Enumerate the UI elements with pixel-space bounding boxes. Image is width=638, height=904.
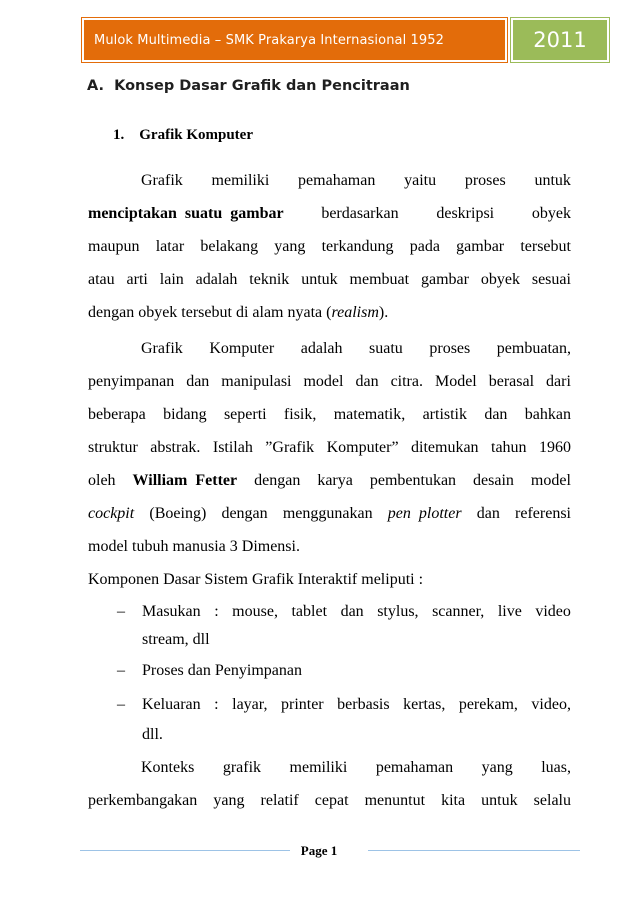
- header-year: 2011: [533, 28, 587, 52]
- page-header: [82, 18, 609, 62]
- word: membuat: [349, 271, 410, 288]
- bullet-dash: –: [117, 696, 125, 713]
- word: (Boeing): [149, 505, 207, 522]
- word: obyek: [531, 205, 571, 222]
- word: bidang: [163, 406, 207, 423]
- word: luas,: [541, 759, 571, 776]
- item1-line-1: [142, 603, 571, 625]
- word: proses: [464, 172, 506, 189]
- word: latar: [155, 238, 185, 255]
- text: stream, dll: [142, 631, 210, 648]
- word: berasal: [488, 373, 535, 390]
- word: beberapa: [88, 406, 146, 423]
- word: untuk: [301, 271, 338, 288]
- word: untuk: [534, 172, 571, 189]
- bullet-dash: –: [117, 603, 125, 620]
- word: ”Grafik: [265, 439, 315, 456]
- p2-line-4: [88, 439, 571, 461]
- word: live: [497, 603, 522, 620]
- word: 1960: [538, 439, 571, 456]
- bold-name: William Fetter: [132, 472, 238, 489]
- p1-line-3: [88, 238, 571, 260]
- word: maupun: [88, 238, 140, 255]
- text: dll.: [142, 726, 163, 743]
- word: dengan: [254, 472, 301, 489]
- p2-line-5: [88, 472, 571, 494]
- header-year-box: [511, 18, 609, 62]
- word: dengan: [221, 505, 268, 522]
- word: dan: [355, 373, 379, 390]
- word: lain: [159, 271, 184, 288]
- word: berdasarkan: [321, 205, 399, 222]
- word: :: [214, 696, 219, 713]
- components-intro-line: [88, 571, 571, 593]
- word: pembentukan: [369, 472, 457, 489]
- word: perekam,: [458, 696, 518, 713]
- word: Keluaran: [142, 696, 201, 713]
- italic-term: cockpit: [88, 505, 135, 522]
- word: :: [214, 603, 219, 620]
- word: teknik: [249, 271, 290, 288]
- word: gambar: [456, 238, 505, 255]
- word: selalu: [533, 792, 571, 809]
- word: Komputer”: [326, 439, 399, 456]
- p2-line-3: [88, 406, 571, 428]
- sub-title: 1. Grafik Komputer: [113, 127, 253, 143]
- p2-line-1: [88, 340, 571, 362]
- word: Komputer: [209, 340, 275, 357]
- header-title-box: [82, 18, 507, 62]
- italic-term: pen plotter: [387, 505, 462, 522]
- p3-line-1: [88, 759, 571, 781]
- word: video,: [531, 696, 571, 713]
- item2-line-1: [142, 662, 625, 684]
- word: obyek: [480, 271, 520, 288]
- word: pemahaman: [375, 759, 454, 776]
- word: abstrak.: [150, 439, 201, 456]
- word: arti: [126, 271, 148, 288]
- word: dari: [546, 373, 571, 390]
- bullet-dash: –: [117, 662, 125, 679]
- word: karya: [317, 472, 353, 489]
- p1-line-4: [88, 271, 571, 293]
- word: dan: [476, 505, 500, 522]
- word: perkembangakan: [88, 792, 198, 809]
- word: tablet: [291, 603, 328, 620]
- word: grafik: [222, 759, 262, 776]
- word: menuntut: [364, 792, 426, 809]
- word: printer: [280, 696, 324, 713]
- word: untuk: [481, 792, 518, 809]
- word: struktur: [88, 439, 138, 456]
- word: atau: [88, 271, 115, 288]
- word: kertas,: [403, 696, 446, 713]
- word: video: [535, 603, 571, 620]
- header-title: Mulok Multimedia – SMK Prakarya Internasional 1952: [94, 32, 445, 48]
- word: memiliki: [289, 759, 348, 776]
- word: sesuai: [531, 271, 571, 288]
- word: stylus,: [377, 603, 419, 620]
- word: adalah: [195, 271, 238, 288]
- word: mouse,: [232, 603, 278, 620]
- word: memiliki: [211, 172, 270, 189]
- word: model: [303, 373, 344, 390]
- word: menggunakan: [282, 505, 373, 522]
- text: dengan obyek tersebut di alam nyata (: [88, 304, 332, 321]
- word: scanner,: [432, 603, 485, 620]
- word: artistik: [422, 406, 467, 423]
- text: model tubuh manusia 3 Dimensi.: [88, 538, 300, 555]
- word: referensi: [515, 505, 571, 522]
- p1-line-2: [88, 205, 571, 227]
- word: yang: [481, 759, 513, 776]
- word: seperti: [223, 406, 267, 423]
- word: pemahaman: [298, 172, 376, 189]
- p3-line-2: [88, 792, 571, 814]
- word: kita: [441, 792, 466, 809]
- word: dan: [484, 406, 508, 423]
- word: gambar: [420, 271, 469, 288]
- word: penyimpanan: [88, 373, 175, 390]
- word: citra.: [390, 373, 423, 390]
- text: ).: [378, 304, 389, 321]
- item3-line-2: [142, 726, 625, 748]
- word: Masukan: [142, 603, 201, 620]
- word: bahkan: [524, 406, 571, 423]
- word: Grafik: [141, 172, 183, 189]
- word: matematik,: [333, 406, 406, 423]
- section-title: A. Konsep Dasar Grafik dan Pencitraan: [87, 78, 410, 94]
- word: yang: [213, 792, 245, 809]
- item3-line-1: [142, 696, 571, 718]
- word: dan: [186, 373, 210, 390]
- word: adalah: [300, 340, 343, 357]
- word: layar,: [232, 696, 268, 713]
- text: Komponen Dasar Sistem Grafik Interaktif meliputi :: [88, 571, 424, 588]
- p1-line-5: [88, 304, 571, 326]
- item1-line-2: [142, 631, 625, 653]
- word: cepat: [314, 792, 349, 809]
- word: ditemukan: [411, 439, 479, 456]
- word: desain: [473, 472, 514, 489]
- word: dan: [340, 603, 364, 620]
- word: pada: [409, 238, 440, 255]
- bold-phrase: menciptakan suatu gambar: [88, 205, 284, 222]
- word: deskripsi: [436, 205, 495, 222]
- p2-line-2: [88, 373, 571, 395]
- p2-line-6: [88, 505, 571, 527]
- italic-term: realism: [331, 304, 379, 321]
- word: manipulasi: [221, 373, 292, 390]
- word: berbasis: [337, 696, 390, 713]
- word: proses: [429, 340, 471, 357]
- word: belakang: [200, 238, 259, 255]
- word: Grafik: [141, 340, 183, 357]
- word: fisik,: [283, 406, 317, 423]
- page-number: Page 1: [300, 843, 338, 858]
- word: Model: [434, 373, 477, 390]
- word: Konteks: [141, 759, 195, 776]
- word: Istilah: [212, 439, 253, 456]
- word: terkandung: [321, 238, 394, 255]
- p1-line-1: [88, 172, 571, 194]
- word: yang: [274, 238, 306, 255]
- word: tahun: [491, 439, 527, 456]
- text: Proses dan Penyimpanan: [142, 662, 302, 679]
- word: tersebut: [520, 238, 571, 255]
- word: model: [530, 472, 571, 489]
- word: oleh: [88, 472, 116, 489]
- word: yaitu: [404, 172, 437, 189]
- p2-line-7: [88, 538, 571, 560]
- word: pembuatan,: [496, 340, 571, 357]
- word: suatu: [369, 340, 403, 357]
- word: relatif: [260, 792, 299, 809]
